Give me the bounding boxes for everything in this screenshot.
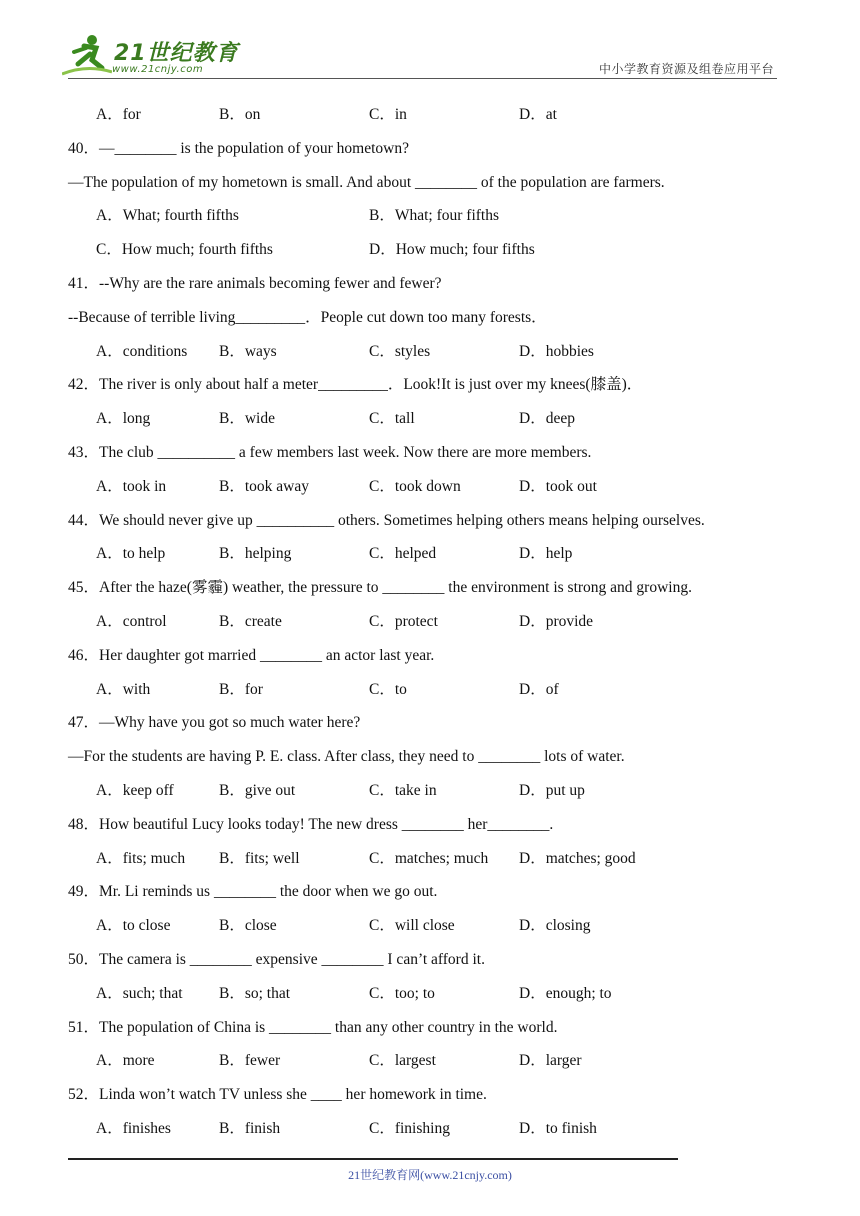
option[interactable]: D．to finish: [519, 1119, 597, 1137]
option-row: [68, 977, 798, 1011]
option[interactable]: D．at: [519, 106, 557, 123]
option[interactable]: A．finishes: [96, 1119, 171, 1137]
option[interactable]: A．long: [96, 410, 151, 428]
option[interactable]: C．matches; much: [369, 849, 489, 867]
question-text: —For the students are having P. E. class. After class, they need to ________ lots of water.: [68, 748, 625, 766]
question-block: [68, 706, 798, 807]
option-row: [68, 605, 798, 639]
question-block: [68, 639, 798, 707]
option-row: [68, 402, 798, 436]
site-logo: [62, 34, 242, 80]
option[interactable]: C．took down: [369, 477, 461, 495]
question-stem: 51．The population of China is ________ than any other country in the world.: [68, 1018, 558, 1036]
question-stem: 46．Her daughter got married ________ an actor last year.: [68, 646, 435, 664]
question-block: [68, 1078, 798, 1146]
option[interactable]: D．provide: [519, 612, 594, 630]
option[interactable]: B．What; four fifths: [369, 207, 500, 225]
option[interactable]: C．in: [369, 106, 407, 123]
question-block: [68, 267, 798, 368]
option-row: [68, 98, 798, 132]
runner-logo-icon: [62, 34, 112, 78]
option[interactable]: D．took out: [519, 477, 597, 495]
question-block: [68, 1011, 798, 1079]
option[interactable]: D．How much; four fifths: [369, 241, 535, 259]
option[interactable]: C．helped: [369, 545, 437, 563]
option[interactable]: C．largest: [369, 1052, 436, 1070]
option[interactable]: A．more: [96, 1052, 155, 1070]
option[interactable]: B．create: [219, 612, 282, 630]
option[interactable]: C．How much; fourth fifths: [96, 241, 273, 259]
option-row: [68, 233, 798, 267]
option[interactable]: D．larger: [519, 1052, 582, 1070]
question-block: [68, 875, 798, 943]
question-block: [68, 808, 798, 876]
option[interactable]: B．finish: [219, 1119, 281, 1137]
option[interactable]: A．fits; much: [96, 849, 186, 867]
option[interactable]: C．protect: [369, 612, 438, 630]
logo-text: 21世纪教育: [114, 41, 239, 66]
option[interactable]: B．close: [219, 917, 277, 935]
option[interactable]: B．fewer: [219, 1052, 281, 1070]
option[interactable]: C．styles: [369, 342, 431, 360]
option-row: [68, 470, 798, 504]
question-block: [68, 132, 798, 267]
option[interactable]: C．will close: [369, 917, 455, 935]
option[interactable]: B．took away: [219, 477, 309, 495]
option[interactable]: D．put up: [519, 781, 585, 799]
option[interactable]: C．too; to: [369, 984, 435, 1002]
page-header: [0, 0, 860, 90]
footer-divider: [68, 1158, 678, 1160]
option[interactable]: A．to help: [96, 545, 166, 563]
question-stem: 42．The river is only about half a meter_________．Look!It is just over my knees(膝盖)．: [68, 376, 643, 394]
question-stem: 50．The camera is ________ expensive ________ I can’t afford it.: [68, 950, 485, 968]
question-stem: 40．—________ is the population of your hometown?: [68, 139, 409, 157]
platform-title: 中小学教育资源及组卷应用平台: [598, 62, 774, 76]
question-block: [68, 504, 798, 572]
option[interactable]: D．hobbies: [519, 342, 594, 360]
option[interactable]: B．fits; well: [219, 849, 300, 867]
question-text: —The population of my hometown is small. And about ________ of the population are farmers.: [68, 173, 665, 191]
option-row: [68, 909, 798, 943]
option[interactable]: D．deep: [519, 410, 575, 428]
option[interactable]: A．with: [96, 680, 151, 698]
question-stem: 41．--Why are the rare animals becoming fewer and fewer?: [68, 274, 442, 292]
logo-url: www.21cnjy.com: [112, 64, 204, 75]
option[interactable]: A．for: [96, 106, 141, 123]
option[interactable]: C．tall: [369, 410, 415, 428]
option[interactable]: C．finishing: [369, 1119, 450, 1137]
question-stem: 47．—Why have you got so much water here?: [68, 714, 361, 732]
question-block: [68, 436, 798, 504]
option[interactable]: A．took in: [96, 477, 167, 495]
footer-text: 21世纪教育网(www.21cnjy.com): [348, 1168, 512, 1182]
question-stem: 43．The club __________ a few members last week. Now there are more members.: [68, 443, 592, 461]
option-row: [68, 1112, 798, 1146]
question-stem: 52．Linda won’t watch TV unless she ____ her homework in time.: [68, 1086, 487, 1104]
option[interactable]: B．give out: [219, 781, 296, 799]
option[interactable]: C．to: [369, 680, 407, 698]
option[interactable]: B．for: [219, 680, 263, 698]
option[interactable]: A．such; that: [96, 984, 183, 1002]
option[interactable]: A．to close: [96, 917, 171, 935]
option[interactable]: B．wide: [219, 410, 275, 428]
option[interactable]: B．helping: [219, 545, 292, 563]
option[interactable]: D．closing: [519, 917, 591, 935]
option[interactable]: C．take in: [369, 781, 437, 799]
option-row: [68, 199, 798, 233]
option[interactable]: A．What; fourth fifths: [96, 207, 239, 225]
option-row: [68, 774, 798, 808]
option[interactable]: B．so; that: [219, 984, 291, 1002]
option-row: [68, 842, 798, 876]
question-block: [68, 571, 798, 639]
question-block: [68, 943, 798, 1011]
option[interactable]: D．matches; good: [519, 849, 636, 867]
option[interactable]: A．keep off: [96, 781, 174, 799]
option[interactable]: D．enough; to: [519, 984, 612, 1002]
question-stem: 45．After the haze(雾霾) weather, the pressure to ________ the environment is strong and growing.: [68, 579, 692, 597]
question-list: [68, 98, 798, 1146]
option[interactable]: B．ways: [219, 342, 277, 360]
option[interactable]: D．of: [519, 680, 559, 698]
header-divider: [68, 78, 777, 79]
option[interactable]: D．help: [519, 545, 573, 563]
question-stem: 48．How beautiful Lucy looks today! The new dress ________ her________.: [68, 815, 554, 833]
option-row: [68, 335, 798, 369]
option[interactable]: A．control: [96, 612, 167, 630]
option[interactable]: A．conditions: [96, 342, 188, 360]
question-stem: 49．Mr. Li reminds us ________ the door when we go out.: [68, 883, 438, 901]
option[interactable]: B．on: [219, 106, 261, 123]
question-block: [68, 368, 798, 436]
option-row: [68, 537, 798, 571]
option-row: [68, 1044, 798, 1078]
question-text: --Because of terrible living_________．People cut down too many forests．: [68, 308, 547, 326]
question-stem: 44．We should never give up __________ others. Sometimes helping others means helping ourselves.: [68, 511, 705, 529]
option-row: [68, 673, 798, 707]
